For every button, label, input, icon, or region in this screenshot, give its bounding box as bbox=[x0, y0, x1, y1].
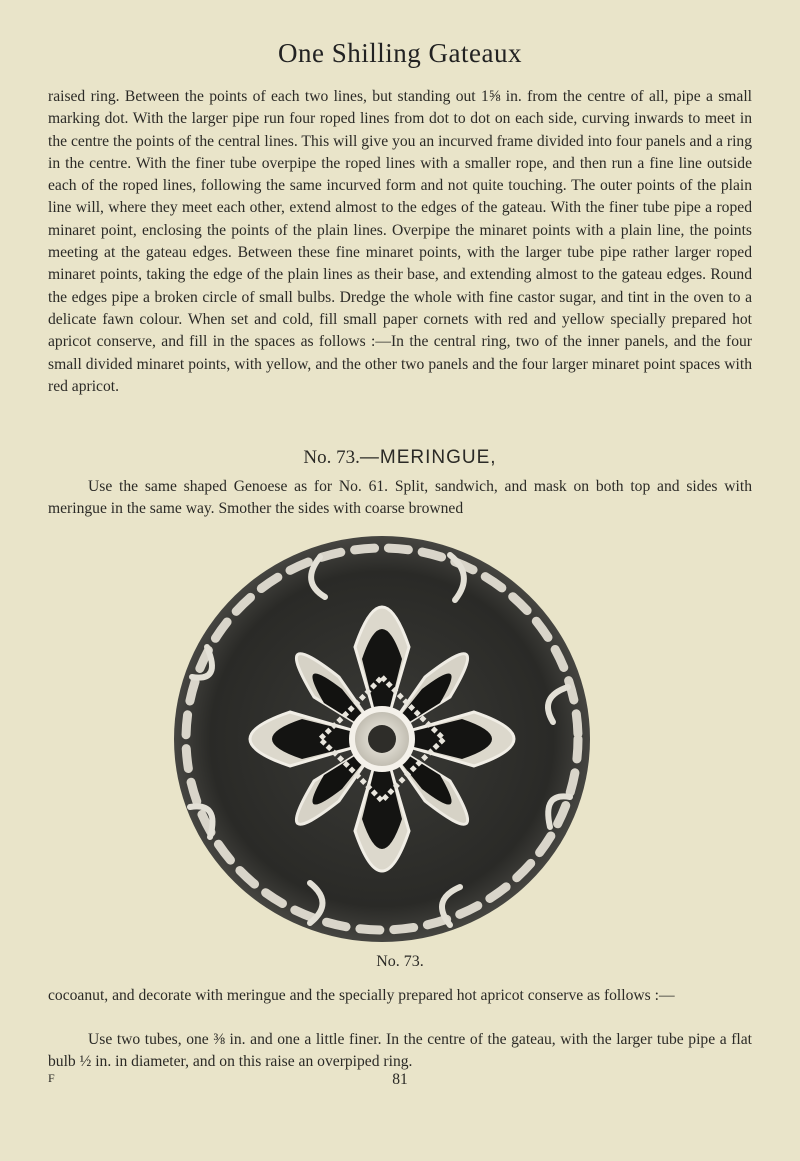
central-bulb bbox=[368, 725, 396, 753]
page-number: 81 bbox=[392, 1071, 408, 1088]
figure-caption: No. 73. bbox=[376, 953, 424, 970]
signature-mark: F bbox=[48, 1071, 55, 1085]
meringue-gateau-illustration bbox=[150, 527, 620, 947]
recipe-name: —MERINGUE, bbox=[359, 447, 497, 468]
recipe-heading bbox=[0, 447, 800, 469]
body-paragraph-continued: raised ring. Between the points of each two lines, but standing out 1⅝ in. from the centre of all, pipe a small marking dot. With the larger pipe run four roped lines from dot to dot on each side, curving inwards to meet in the centre the points of the central lines. This will give you an incurved frame divided into four panels and a ring in the centre. With the finer tube overpipe the roped lines with a smaller rope, and then run a fine line outside each of the roped lines, following the same incurved form and not quite touching. The outer points of the plain line will, where they meet each other, extend almost to the edges of the gateau. With the finer tube pipe a roped minaret point, enclosing the points of the plain lines. Overpipe the minaret points with a plain line, the points meeting at the gateau edges. Between these fine minaret points, with the larger tube pipe rather larger roped minaret points, taking the edge of the plain lines as their base, and extending almost to the gateau edges. Round the edges pipe a broken circle of small bulbs. Dredge the whole with fine castor sugar, and tint in the oven to a delicate fawn colour. When set and cold, fill small paper cornets with red and yellow specially prepared hot apricot conserve, and fill in the spaces as follows :—In the central ring, two of the inner panels, and the four small divided minaret points, with yellow, and the other two panels and the four larger minaret point spaces with red apricot. bbox=[48, 88, 752, 395]
page-title: One Shilling Gateaux bbox=[278, 38, 522, 68]
body-paragraph: Use two tubes, one ⅜ in. and one a little finer. In the centre of the gateau, with the larger tube pipe a flat bulb ½ in. in diameter, and on this raise an overpiped ring. bbox=[48, 1031, 752, 1071]
recipe-number: No. 73. bbox=[303, 447, 360, 468]
gateau-photograph bbox=[150, 527, 620, 947]
body-paragraph: cocoanut, and decorate with meringue and the specially prepared hot apricot conserve as follows :— bbox=[48, 987, 675, 1004]
recipe-intro-paragraph: Use the same shaped Genoese as for No. 61. Split, sandwich, and mask on both top and sides with meringue in the same way. Smother the sides with coarse browned bbox=[48, 478, 752, 518]
